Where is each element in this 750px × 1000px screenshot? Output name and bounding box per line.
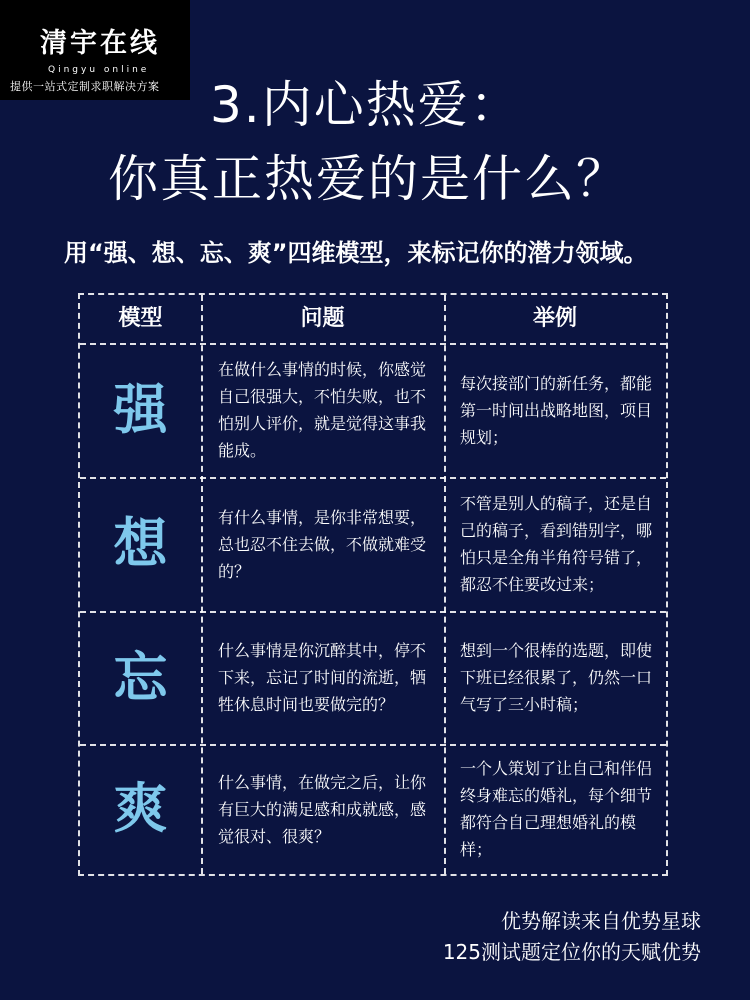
logo-pinyin: Qingyu online [48,65,150,75]
question-strong [218,343,438,477]
logo-name: 清宇在线 [40,28,160,59]
question-forget-text: 什么事情是你沉醉其中，停不下来，忘记了时间的流逝，牺牲休息时间也要做完的？ [218,641,427,714]
model-joy: 爽 [113,777,168,840]
example-want [460,477,660,611]
page-title-line-2: 你真正热爱的是什么？ [108,150,628,208]
question-want-text: 有什么事情，是你非常想要，总也忍不住去做，不做就难受的？ [218,507,427,581]
table-header-example: 举例 [532,306,577,331]
question-joy-text: 什么事情，在做完之后，让你有巨大的满足感和成就感，感觉很对、很爽？ [218,772,427,846]
page-title-line-1: 3.内心热爱： [210,76,522,134]
table-divider-vertical [444,295,446,874]
table-header-model: 模型 [118,306,163,331]
example-forget [460,611,660,744]
model-strong: 强 [113,378,168,441]
model-forget: 忘 [113,645,168,709]
subtitle: 用“强、想、忘、爽”四维模型，来标记你的潜力领域。 [64,239,648,267]
footer-line-2: 125测试题定位你的天赋优势 [442,940,701,964]
question-strong-text: 在做什么事情的时候，你感觉自己很强大，不怕失败，也不怕别人评价，就是觉得这事我能成。 [218,360,427,460]
table-divider-vertical [201,295,203,874]
four-dimension-table [78,293,668,876]
logo-slogan: 提供一站式定制求职解决方案 [10,80,160,93]
footer-line-1: 优势解读来自优势星球 [501,909,701,933]
example-strong [460,343,660,477]
example-joy [460,744,660,874]
model-want: 想 [113,512,168,575]
question-forget [218,611,438,744]
logo [0,0,190,100]
example-joy-text: 一个人策划了让自己和伴侣终身难忘的婚礼，每个细节都符合自己理想婚礼的模样； [460,759,653,859]
question-joy [218,744,438,874]
table-header-question: 问题 [300,306,345,331]
example-forget-text: 想到一个很棒的选题，即使下班已经很累了，仍然一口气写了三小时稿； [460,641,653,714]
question-want [218,477,438,611]
example-want-text: 不管是别人的稿子，还是自己的稿子，看到错别字，哪怕只是全角半角符号错了，都忍不住要改过来； [460,494,653,594]
example-strong-text: 每次接部门的新任务，都能第一时间出战略地图，项目规划； [460,373,653,447]
